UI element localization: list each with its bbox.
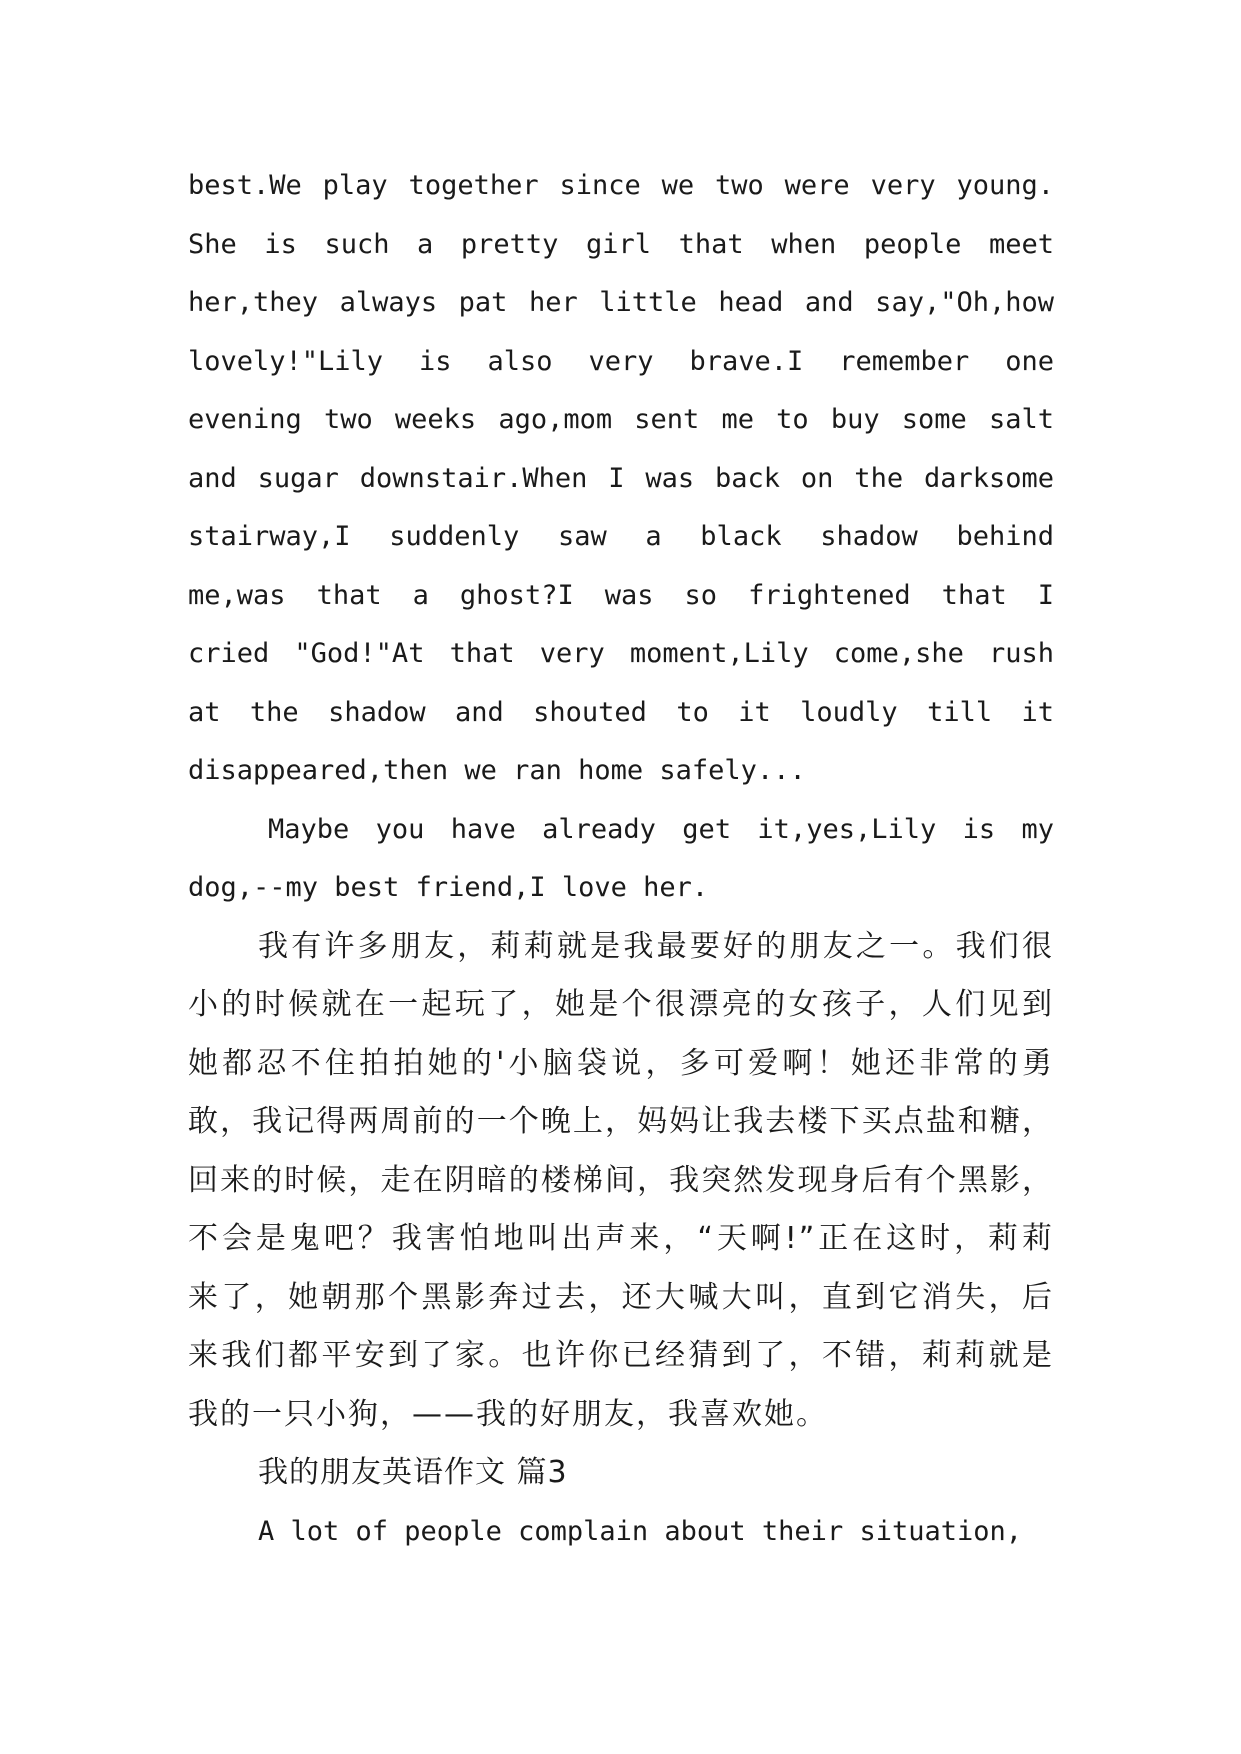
text-line: her,they always pat her little head and say,"Oh,how	[188, 287, 1054, 318]
section-heading: 我的朋友英语作文 篇3	[258, 1455, 568, 1490]
english-paragraph-4	[188, 1503, 1054, 1562]
text-line: evening two weeks ago,mom sent me to buy some salt	[188, 404, 1054, 435]
text-line: 她都忍不住拍拍她的'小脑袋说，多可爱啊！她还非常的勇	[188, 1045, 1054, 1081]
text-line: 回来的时候，走在阴暗的楼梯间，我突然发现身后有个黑影，	[188, 1162, 1054, 1198]
text-line: 我有许多朋友，莉莉就是我最要好的朋友之一。我们很	[258, 928, 1054, 964]
text-line: me,was that a ghost?I was so frightened that I	[188, 579, 1054, 611]
text-line: and sugar downstair.When I was back on the darksome	[188, 462, 1054, 494]
document-body	[188, 157, 1054, 1561]
text-line: disappeared,then we ran home safely...	[188, 755, 806, 786]
text-line: 小的时候就在一起玩了，她是个很漂亮的女孩子，人们见到	[188, 987, 1054, 1022]
english-paragraph-1	[188, 157, 1054, 801]
text-line: best.We play together since we two were very young.	[188, 170, 1054, 201]
text-line: lovely!"Lily is also very brave.I remember one	[188, 345, 1054, 377]
text-line: She is such a pretty girl that when people meet	[188, 228, 1054, 260]
english-paragraph-2	[188, 801, 1054, 918]
text-line: dog,--my best friend,I love her.	[188, 872, 709, 903]
text-line: 我的一只小狗，——我的好朋友，我喜欢她。	[188, 1396, 828, 1432]
text-line: A lot of people complain about their situation,	[258, 1515, 1023, 1547]
text-line: 来了，她朝那个黑影奔过去，还大喊大叫，直到它消失，后	[188, 1279, 1054, 1315]
text-line: cried "God!"At that very moment,Lily come,she rush	[188, 638, 1054, 669]
text-line: 来我们都平安到了家。也许你已经猜到了，不错，莉莉就是	[188, 1338, 1054, 1373]
text-line: 不会是鬼吧？我害怕地叫出声来，“天啊!”正在这时，莉莉	[188, 1221, 1054, 1256]
text-line: 敢，我记得两周前的一个晚上，妈妈让我去楼下买点盐和糖，	[188, 1104, 1054, 1139]
text-line: Maybe you have already get it,yes,Lily is my	[268, 813, 1054, 845]
text-line: stairway,I suddenly saw a black shadow behind	[188, 521, 1054, 552]
text-line: at the shadow and shouted to it loudly till it	[188, 696, 1054, 728]
chinese-paragraph	[188, 918, 1054, 1445]
